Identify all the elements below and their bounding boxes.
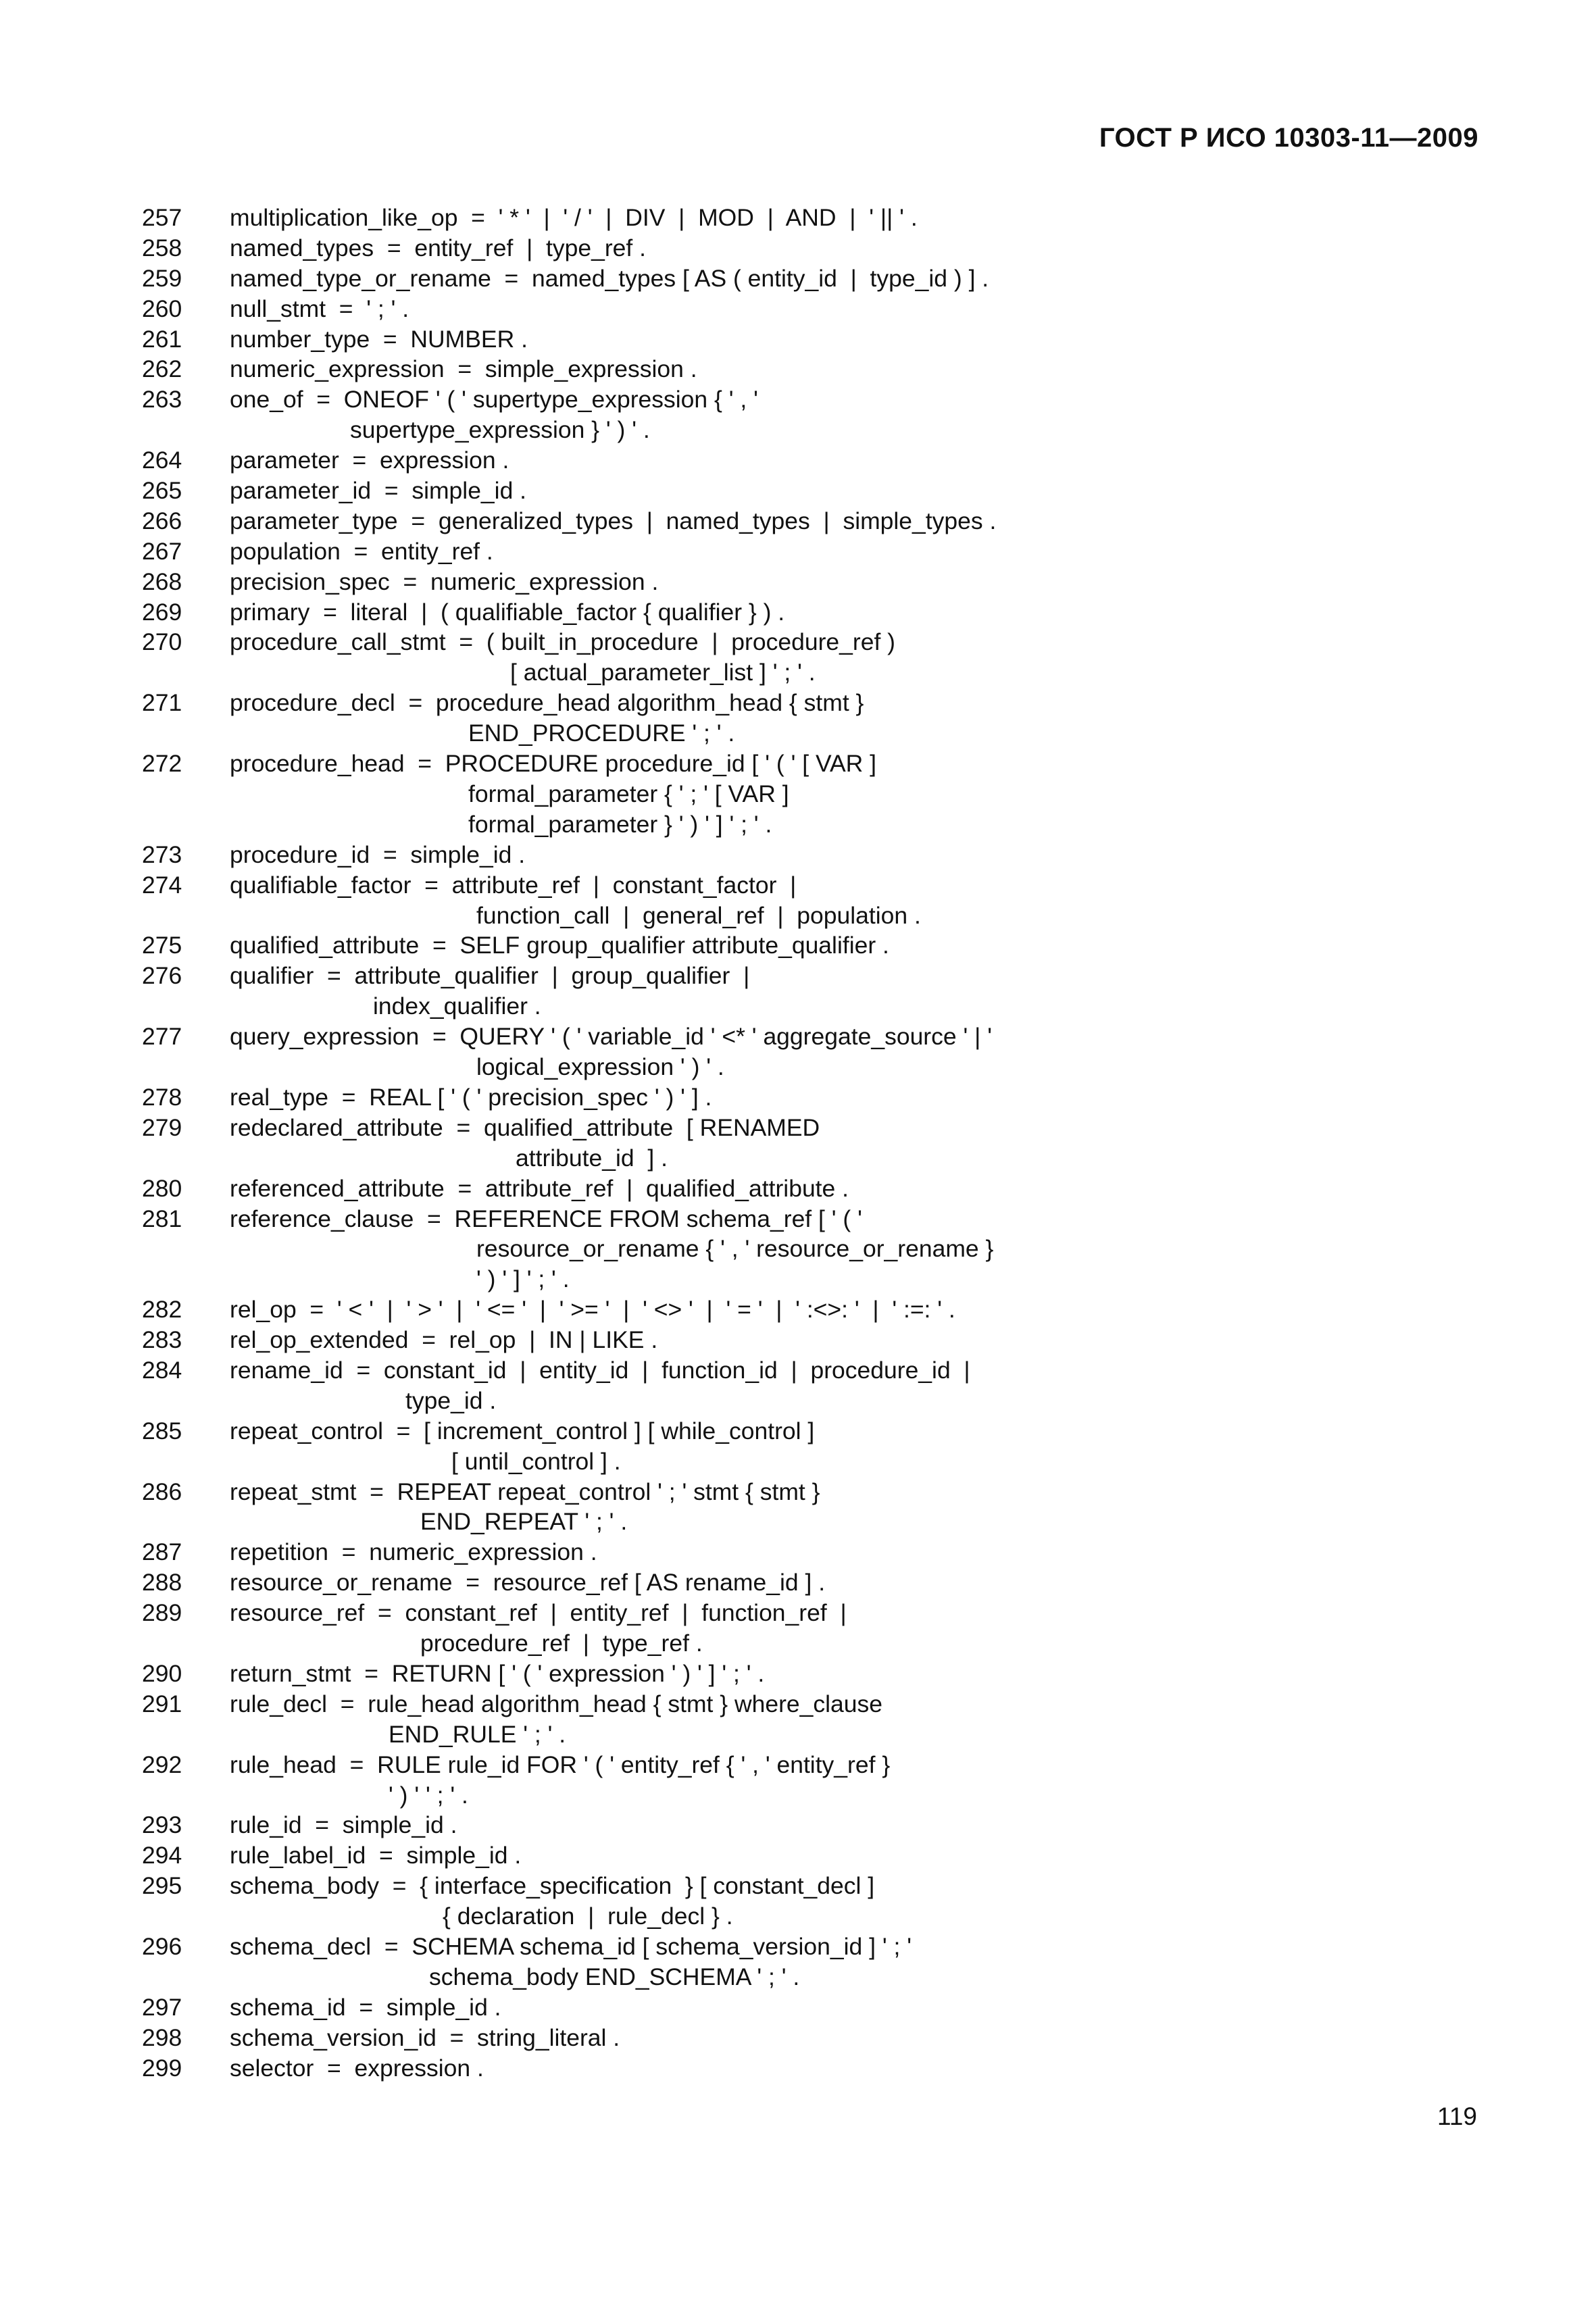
grammar-rule — [0, 1871, 1596, 1932]
rule-text: rule_id = simple_id . — [230, 1811, 457, 1839]
rule-text: qualifiable_factor = attribute_ref | constant_factor | — [230, 871, 797, 899]
grammar-rule — [0, 1416, 1596, 1477]
rule-number: 275 — [142, 932, 182, 959]
grammar-rule-list — [0, 203, 1596, 2083]
rule-text: qualified_attribute = SELF group_qualifier attribute_qualifier . — [230, 932, 889, 959]
grammar-rule — [0, 506, 1596, 536]
rule-text: precision_spec = numeric_expression . — [230, 568, 659, 595]
grammar-rule — [0, 597, 1596, 628]
grammar-rule — [0, 1325, 1596, 1355]
rule-number: 298 — [142, 2023, 182, 2051]
grammar-rule — [0, 1689, 1596, 1750]
rule-text: rule_label_id = simple_id . — [230, 1842, 522, 1869]
rule-text: reference_clause = REFERENCE FROM schema_ref [ ' ( ' — [230, 1205, 862, 1232]
rule-number: 292 — [142, 1751, 182, 1778]
rule-continuation-text: ' ) ' ] ' ; ' . — [476, 1265, 570, 1293]
rule-number: 296 — [142, 1933, 182, 1961]
rule-text: numeric_expression = simple_expression . — [230, 355, 697, 383]
rule-continuation-text: supertype_expression } ' ) ' . — [350, 416, 650, 444]
grammar-rule — [0, 1659, 1596, 1689]
rule-number: 258 — [142, 234, 182, 261]
grammar-rule — [0, 567, 1596, 597]
rule-number: 274 — [142, 871, 182, 899]
rule-number: 266 — [142, 507, 182, 534]
grammar-rule — [0, 1567, 1596, 1598]
grammar-rule — [0, 870, 1596, 931]
grammar-rule — [0, 1204, 1596, 1295]
rule-text: procedure_head = PROCEDURE procedure_id [ ' ( ' [ VAR ] — [230, 750, 877, 778]
rule-number: 272 — [142, 750, 182, 778]
rule-number: 271 — [142, 689, 182, 717]
grammar-rule — [0, 1810, 1596, 1840]
grammar-rule — [0, 1022, 1596, 1082]
rule-continuation-text: { declaration | rule_decl } . — [443, 1903, 733, 1930]
grammar-rule — [0, 1598, 1596, 1659]
rule-number: 290 — [142, 1659, 182, 1687]
grammar-rule — [0, 627, 1596, 688]
rule-continuation-text: ' ) ' ' ; ' . — [389, 1781, 468, 1809]
grammar-rule — [0, 2023, 1596, 2053]
rule-text: parameter = expression . — [230, 447, 509, 474]
rule-number: 259 — [142, 264, 182, 292]
rule-number: 299 — [142, 2054, 182, 2082]
rule-continuation-text: schema_body END_SCHEMA ' ; ' . — [429, 1963, 800, 1990]
rule-continuation-text: END_REPEAT ' ; ' . — [420, 1508, 628, 1536]
rule-text: schema_version_id = string_literal . — [230, 2023, 620, 2051]
rule-text: primary = literal | ( qualifiable_factor { qualifier } ) . — [230, 598, 785, 626]
rule-text: selector = expression . — [230, 2054, 484, 2082]
grammar-rule — [0, 840, 1596, 870]
grammar-rule — [0, 445, 1596, 476]
grammar-rule — [0, 233, 1596, 263]
grammar-rule — [0, 263, 1596, 294]
page-number: 119 — [1437, 2103, 1477, 2130]
grammar-rule — [0, 1294, 1596, 1325]
rule-text: multiplication_like_op = ' * ' | ' / ' | DIV | MOD | AND | ' || ' . — [230, 204, 918, 231]
rule-text: rel_op = ' < ' | ' > ' | ' <= ' | ' >= ' | ' <> ' | ' = ' | ' :<>: ' | ' :=: ' . — [230, 1296, 955, 1324]
rule-continuation-text: logical_expression ' ) ' . — [476, 1053, 724, 1081]
rule-number: 294 — [142, 1842, 182, 1869]
grammar-rule — [0, 1477, 1596, 1538]
grammar-rule — [0, 294, 1596, 324]
grammar-rule — [0, 1750, 1596, 1811]
rule-number: 282 — [142, 1296, 182, 1324]
grammar-rule — [0, 961, 1596, 1022]
rule-text: real_type = REAL [ ' ( ' precision_spec ' ) ' ] . — [230, 1083, 712, 1111]
rule-number: 287 — [142, 1538, 182, 1566]
grammar-rule — [0, 1082, 1596, 1113]
rule-number: 286 — [142, 1478, 182, 1505]
rule-number: 280 — [142, 1174, 182, 1202]
rule-text: repeat_stmt = REPEAT repeat_control ' ; ' stmt { stmt } — [230, 1478, 820, 1505]
grammar-rule — [0, 1992, 1596, 2023]
rule-text: parameter_type = generalized_types | named_types | simple_types . — [230, 507, 997, 534]
rule-number: 267 — [142, 537, 182, 565]
rule-text: procedure_decl = procedure_head algorithm_head { stmt } — [230, 689, 864, 717]
rule-text: null_stmt = ' ; ' . — [230, 295, 409, 322]
grammar-rule — [0, 930, 1596, 961]
rule-number: 289 — [142, 1599, 182, 1627]
grammar-rule — [0, 1113, 1596, 1174]
rule-text: rel_op_extended = rel_op | IN | LIKE . — [230, 1326, 658, 1354]
rule-number: 268 — [142, 568, 182, 595]
rule-number: 283 — [142, 1326, 182, 1354]
grammar-rule — [0, 203, 1596, 233]
grammar-rule — [0, 1840, 1596, 1871]
rule-number: 270 — [142, 628, 182, 656]
rule-text: referenced_attribute = attribute_ref | qualified_attribute . — [230, 1174, 849, 1202]
rule-continuation-text: END_PROCEDURE ' ; ' . — [468, 720, 735, 747]
rule-text: rule_head = RULE rule_id FOR ' ( ' entity_ref { ' , ' entity_ref } — [230, 1751, 891, 1778]
rule-text: procedure_id = simple_id . — [230, 840, 526, 868]
rule-text: one_of = ONEOF ' ( ' supertype_expression { ' , ' — [230, 386, 758, 413]
rule-continuation-text: function_call | general_ref | population . — [476, 901, 921, 929]
grammar-rule — [0, 476, 1596, 506]
grammar-rule — [0, 384, 1596, 445]
rule-text: named_type_or_rename = named_types [ AS ( entity_id | type_id ) ] . — [230, 264, 989, 292]
rule-text: rule_decl = rule_head algorithm_head { stmt } where_clause — [230, 1690, 883, 1717]
rule-text: redeclared_attribute = qualified_attribute [ RENAMED — [230, 1113, 820, 1141]
rule-text: repetition = numeric_expression . — [230, 1538, 597, 1566]
rule-text: resource_ref = constant_ref | entity_ref | function_ref | — [230, 1599, 847, 1627]
rule-number: 281 — [142, 1205, 182, 1232]
rule-continuation-text: index_qualifier . — [373, 992, 541, 1020]
rule-number: 273 — [142, 840, 182, 868]
rule-number: 262 — [142, 355, 182, 383]
rule-text: parameter_id = simple_id . — [230, 477, 527, 505]
rule-text: query_expression = QUERY ' ( ' variable_id ' <* ' aggregate_source ' | ' — [230, 1023, 992, 1051]
rule-number: 257 — [142, 204, 182, 231]
grammar-rule — [0, 1174, 1596, 1204]
rule-continuation-text: type_id . — [405, 1386, 497, 1414]
rule-continuation-text: procedure_ref | type_ref . — [420, 1630, 703, 1657]
grammar-rule — [0, 749, 1596, 840]
grammar-rule — [0, 1932, 1596, 1992]
rule-text: resource_or_rename = resource_ref [ AS rename_id ] . — [230, 1569, 826, 1596]
rule-continuation-text: [ actual_parameter_list ] ' ; ' . — [510, 659, 816, 686]
rule-continuation-text: attribute_id ] . — [516, 1144, 668, 1172]
rule-text: named_types = entity_ref | type_ref . — [230, 234, 647, 261]
grammar-rule — [0, 1355, 1596, 1416]
document-header: ГОСТ Р ИСО 10303-11—2009 — [1099, 123, 1478, 153]
rule-continuation-text: END_RULE ' ; ' . — [389, 1720, 566, 1748]
rule-text: return_stmt = RETURN [ ' ( ' expression ' ) ' ] ' ; ' . — [230, 1659, 765, 1687]
rule-number: 297 — [142, 1993, 182, 2021]
rule-continuation-text: formal_parameter { ' ; ' [ VAR ] — [468, 780, 789, 807]
rule-text: rename_id = constant_id | entity_id | function_id | procedure_id | — [230, 1356, 970, 1384]
grammar-rule — [0, 324, 1596, 355]
rule-number: 284 — [142, 1356, 182, 1384]
rule-text: schema_id = simple_id . — [230, 1993, 501, 2021]
rule-number: 279 — [142, 1113, 182, 1141]
rule-text: qualifier = attribute_qualifier | group_qualifier | — [230, 962, 750, 990]
rule-continuation-text: formal_parameter } ' ) ' ] ' ; ' . — [468, 810, 772, 838]
rule-number: 276 — [142, 962, 182, 990]
grammar-rule — [0, 2053, 1596, 2084]
rule-text: number_type = NUMBER . — [230, 325, 528, 353]
rule-number: 263 — [142, 386, 182, 413]
rule-continuation-text: [ until_control ] . — [451, 1447, 621, 1475]
grammar-rule — [0, 688, 1596, 749]
rule-number: 278 — [142, 1083, 182, 1111]
grammar-rule — [0, 354, 1596, 384]
grammar-rule — [0, 536, 1596, 567]
rule-number: 265 — [142, 477, 182, 505]
rule-text: procedure_call_stmt = ( built_in_procedure | procedure_ref ) — [230, 628, 896, 656]
rule-number: 285 — [142, 1417, 182, 1444]
rule-number: 293 — [142, 1811, 182, 1839]
grammar-rule — [0, 1537, 1596, 1567]
rule-number: 264 — [142, 447, 182, 474]
rule-text: population = entity_ref . — [230, 537, 493, 565]
rule-number: 261 — [142, 325, 182, 353]
rule-text: schema_decl = SCHEMA schema_id [ schema_version_id ] ' ; ' — [230, 1933, 912, 1961]
rule-number: 269 — [142, 598, 182, 626]
rule-continuation-text: resource_or_rename { ' , ' resource_or_rename } — [476, 1235, 994, 1263]
rule-number: 295 — [142, 1872, 182, 1900]
rule-number: 288 — [142, 1569, 182, 1596]
rule-number: 277 — [142, 1023, 182, 1051]
rule-number: 260 — [142, 295, 182, 322]
rule-text: schema_body = { interface_specification } [ constant_decl ] — [230, 1872, 875, 1900]
rule-number: 291 — [142, 1690, 182, 1717]
rule-text: repeat_control = [ increment_control ] [ while_control ] — [230, 1417, 815, 1444]
